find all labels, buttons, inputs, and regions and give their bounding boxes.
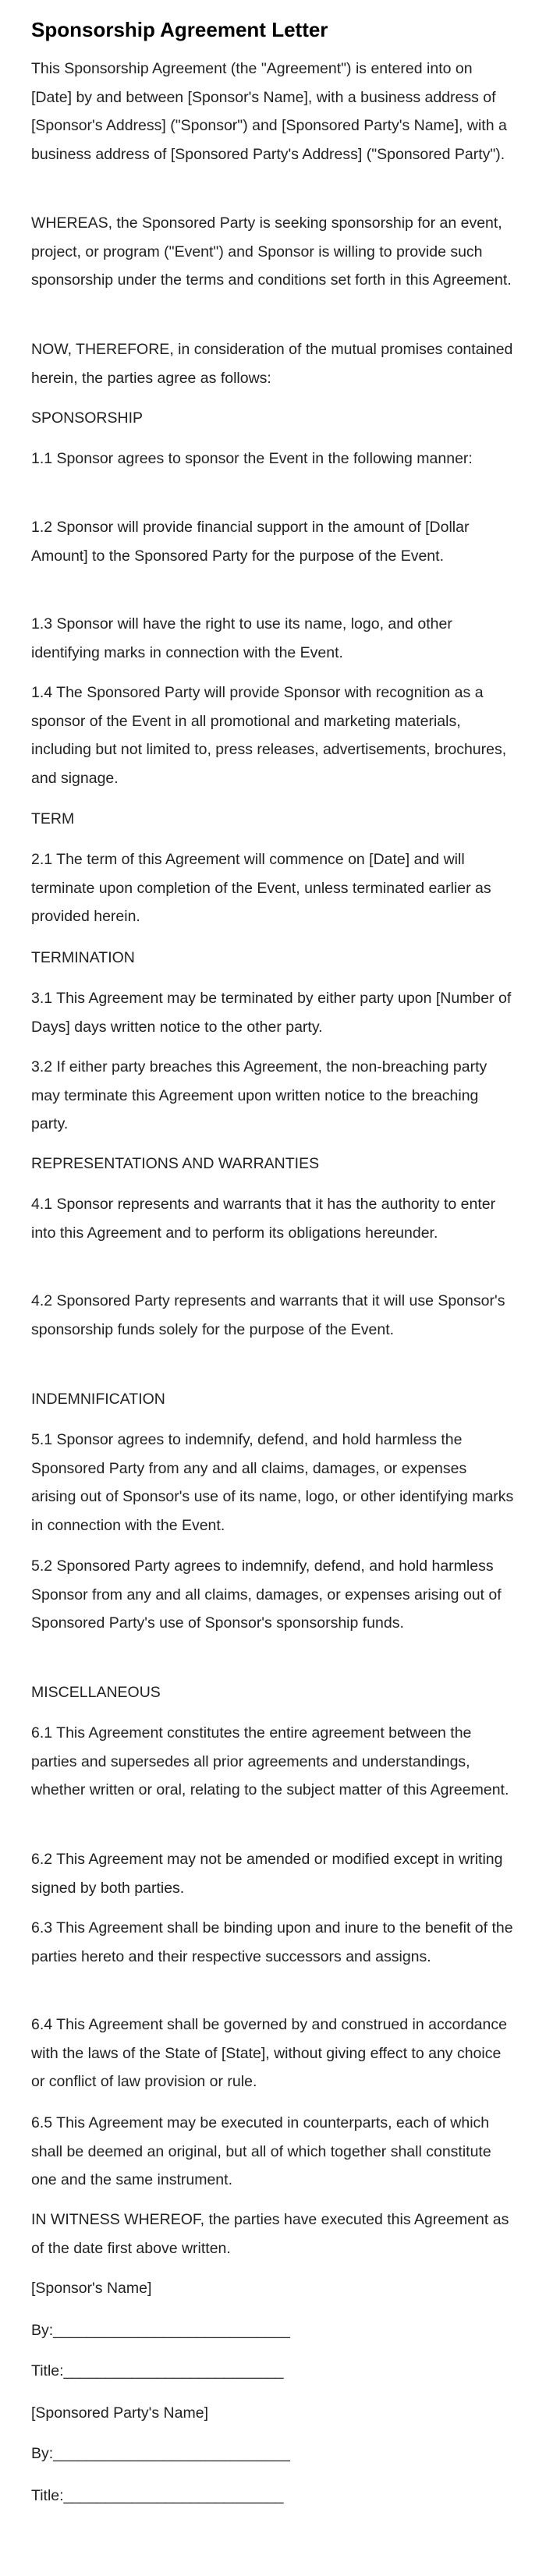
sponsor-title-line: Title:__________________________ bbox=[31, 2362, 284, 2379]
clause-1-2: 1.2 Sponsor will provide financial support in the amount of [Dollar Amount] to the Sponsored Party for the purpose of the Event. bbox=[31, 519, 470, 565]
clause-4-2: 4.2 Sponsored Party represents and warrants that it will use Sponsor's sponsorship funds solely for the purpose of the Event. bbox=[31, 1292, 505, 1338]
sponsored-party-title-line: Title:__________________________ bbox=[31, 2487, 284, 2504]
clause-6-4: 6.4 This Agreement shall be governed by and construed in accordance with the laws of the State of [State], without giving effect to any choice or conflict of law provision or rule. bbox=[31, 2016, 507, 2090]
clause-4-1: 4.1 Sponsor represents and warrants that it has the authority to enter into this Agreement and to perform its obligations hereunder. bbox=[31, 1196, 496, 1242]
intro-paragraph: This Sponsorship Agreement (the "Agreement") is entered into on [Date] by and between [Sponsor's Name], with a business address of [Sponsor's Address] ("Sponsor") and [Sponsored Party's Name], with a business address of [Sponsored Party's Address] ("Sponsored Party"). bbox=[31, 60, 507, 163]
sponsored-party-signature-line: By:____________________________ bbox=[31, 2445, 290, 2462]
section-heading-sponsorship: SPONSORSHIP bbox=[31, 409, 144, 427]
clause-1-4: 1.4 The Sponsored Party will provide Sponsor with recognition as a sponsor of the Event in all promotional and marketing materials, including but not limited to, press releases, advertisements, brochures, and signage. bbox=[31, 684, 507, 787]
clause-6-1: 6.1 This Agreement constitutes the entire agreement between the parties and supersedes all prior agreements and understandings, whether written or oral, relating to the subject matter of this Agreement. bbox=[31, 1724, 509, 1798]
in-witness-paragraph: IN WITNESS WHEREOF, the parties have executed this Agreement as of the date first above written. bbox=[31, 2211, 509, 2257]
clause-5-2: 5.2 Sponsored Party agrees to indemnify, defend, and hold harmless Sponsor from any and all claims, damages, or expenses arising out of Sponsored Party's use of Sponsor's sponsorship funds. bbox=[31, 1557, 502, 1632]
section-heading-representations: REPRESENTATIONS AND WARRANTIES bbox=[31, 1155, 320, 1172]
clause-6-2: 6.2 This Agreement may not be amended or modified except in writing signed by both parties. bbox=[31, 1851, 503, 1897]
sponsored-party-name-placeholder: [Sponsored Party's Name] bbox=[31, 2404, 208, 2422]
now-therefore-paragraph: NOW, THEREFORE, in consideration of the mutual promises contained herein, the parties agree as follows: bbox=[31, 341, 513, 387]
whereas-paragraph: WHEREAS, the Sponsored Party is seeking sponsorship for an event, project, or program ("Event") and Sponsor is willing to provide such sponsorship under the terms and conditions set forth in this Agreement. bbox=[31, 214, 512, 289]
section-heading-termination: TERMINATION bbox=[31, 949, 135, 966]
clause-5-1: 5.1 Sponsor agrees to indemnify, defend, and hold harmless the Sponsored Party from any and all claims, damages, or expenses arising out of Sponsor's use of its name, logo, or other identifying marks in connection with the Event. bbox=[31, 1431, 514, 1534]
document-title: Sponsorship Agreement Letter bbox=[31, 18, 328, 41]
section-heading-miscellaneous: MISCELLANEOUS bbox=[31, 1684, 161, 1701]
clause-6-3: 6.3 This Agreement shall be binding upon and inure to the benefit of the parties hereto and their respective successors and assigns. bbox=[31, 1919, 513, 1965]
sponsor-signature-line: By:____________________________ bbox=[31, 2322, 290, 2339]
sponsor-name-placeholder: [Sponsor's Name] bbox=[31, 2280, 152, 2297]
clause-3-1: 3.1 This Agreement may be terminated by either party upon [Number of Days] days written notice to the other party. bbox=[31, 990, 512, 1036]
clause-1-3: 1.3 Sponsor will have the right to use its name, logo, and other identifying marks in connection with the Event. bbox=[31, 615, 452, 661]
clause-2-1: 2.1 The term of this Agreement will commence on [Date] and will terminate upon completion of the Event, unless terminated earlier as provided herein. bbox=[31, 851, 491, 925]
clause-3-2: 3.2 If either party breaches this Agreement, the non-breaching party may terminate this Agreement upon written notice to the breaching party. bbox=[31, 1058, 488, 1132]
clause-1-1: 1.1 Sponsor agrees to sponsor the Event in the following manner: bbox=[31, 450, 473, 467]
clause-6-5: 6.5 This Agreement may be executed in counterparts, each of which shall be deemed an original, but all of which together shall constitute one and the same instrument. bbox=[31, 2114, 491, 2188]
section-heading-term: TERM bbox=[31, 810, 75, 827]
section-heading-indemnification: INDEMNIFICATION bbox=[31, 1391, 165, 1408]
